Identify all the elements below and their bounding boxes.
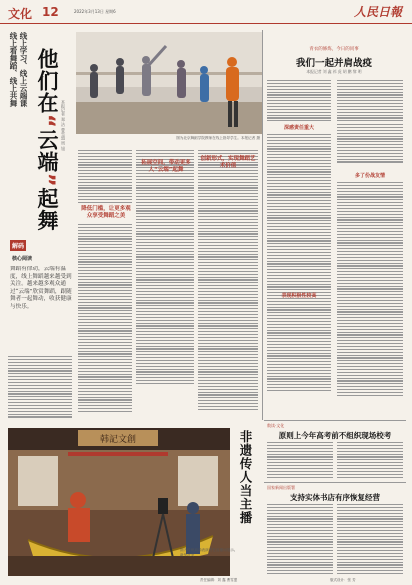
lead-title-quote-close: ” <box>35 172 59 188</box>
lead-subhead-1: 降低门槛，让更多观众享受舞蹈之美 <box>81 206 131 219</box>
news-body-2a <box>267 504 333 576</box>
page-header <box>0 0 412 24</box>
lead-subtitle-2: 线上学习、线上云端课 <box>19 32 28 107</box>
news-kicker-2: 国家新闻出版署 <box>267 485 295 490</box>
right-kicker: 青衣的修炼，今日的同事 <box>309 47 359 52</box>
news-title-2: 支持实体书店有序恢复经营 <box>290 493 380 502</box>
sidebar-heading: 核心阅读 <box>12 256 33 262</box>
decode-tag: 解码 <box>10 240 26 251</box>
news-title-1: 原则上今年高考前不组织现场校考 <box>278 431 392 440</box>
news-body-1a <box>267 442 333 479</box>
news-body-2b <box>337 504 403 576</box>
news-divider-top <box>264 420 406 421</box>
lead-byline: 本报记者 郑 洁 曹雪盟 周 旭 <box>61 100 66 151</box>
dance-photo <box>76 32 262 134</box>
column-divider <box>262 30 263 420</box>
lead-body-col-4 <box>198 150 258 412</box>
right-title: 我们一起并肩战疫 <box>295 58 372 69</box>
lead-subtitle-1: 线上看舞蹈、线上共舞 <box>9 32 18 107</box>
news-divider-mid <box>264 482 406 483</box>
heritage-headline: 非遗传人当主播 <box>238 430 253 525</box>
intro-note: 舞蹈有律动，云端有温度，线上舞蹈越来越受到关注。越来越多观众通过“云端”欣赏舞蹈，跟随舞者一起舞动，收获健康与快乐。 <box>10 266 72 310</box>
lead-subhead-3: 创新形式，实现舞蹈艺术价值 <box>200 156 256 169</box>
lead-title <box>32 48 62 232</box>
right-section-3: 表现积极性较高 <box>281 293 317 299</box>
footer-layout: 版式设计：张 芳 <box>330 578 356 582</box>
lead-title-part2: 起舞 <box>35 187 59 232</box>
news-kicker-1: 数读·文化 <box>267 423 285 428</box>
dance-photo-caption: 图为北京舞蹈学院教师在线上指导学生。本报记者 摄 <box>176 136 260 140</box>
lead-body-col-3 <box>136 150 194 386</box>
dance-photo-image <box>76 32 262 134</box>
right-section-1: 深感责任重大 <box>283 125 314 131</box>
right-body-col-2b <box>337 124 403 164</box>
right-section-2: 多了份战友情 <box>354 173 385 179</box>
news-body-1b <box>337 442 403 479</box>
page-number: 12 <box>42 5 59 19</box>
lead-title-cloud: 云端 <box>35 128 59 173</box>
heritage-photo-caption: 图为传统戏曲表演者在直播间展示。新华社发 <box>180 548 238 557</box>
lead-title-quote-open: “ <box>35 114 59 129</box>
right-body-col-2c <box>337 182 403 398</box>
lead-body-col-2b <box>78 224 132 414</box>
issue-date: 2022年3月13日 星期6 <box>74 9 116 14</box>
lead-body-col-2 <box>78 150 132 205</box>
lead-subhead-2: 拓展空间，带动更多人“云端”起舞 <box>141 160 191 173</box>
right-byline: 本报记者 刘 鑫 祁 虎 胡 鹏 黎 明 <box>306 69 362 74</box>
footer-editor: 责任编辑：刘 鑫 曹雪盟 <box>200 578 238 582</box>
svg-text:韩記文創: 韩記文創 <box>99 435 137 445</box>
lead-body-col-1 <box>8 356 72 419</box>
right-body-col-1 <box>267 80 331 123</box>
lead-title-part1: 他们在 <box>35 48 59 114</box>
right-body-col-2 <box>337 80 403 123</box>
right-body-col-1b <box>267 134 331 393</box>
masthead-logo: 人民日報 <box>353 5 402 19</box>
section-label: 文化 <box>8 7 33 21</box>
